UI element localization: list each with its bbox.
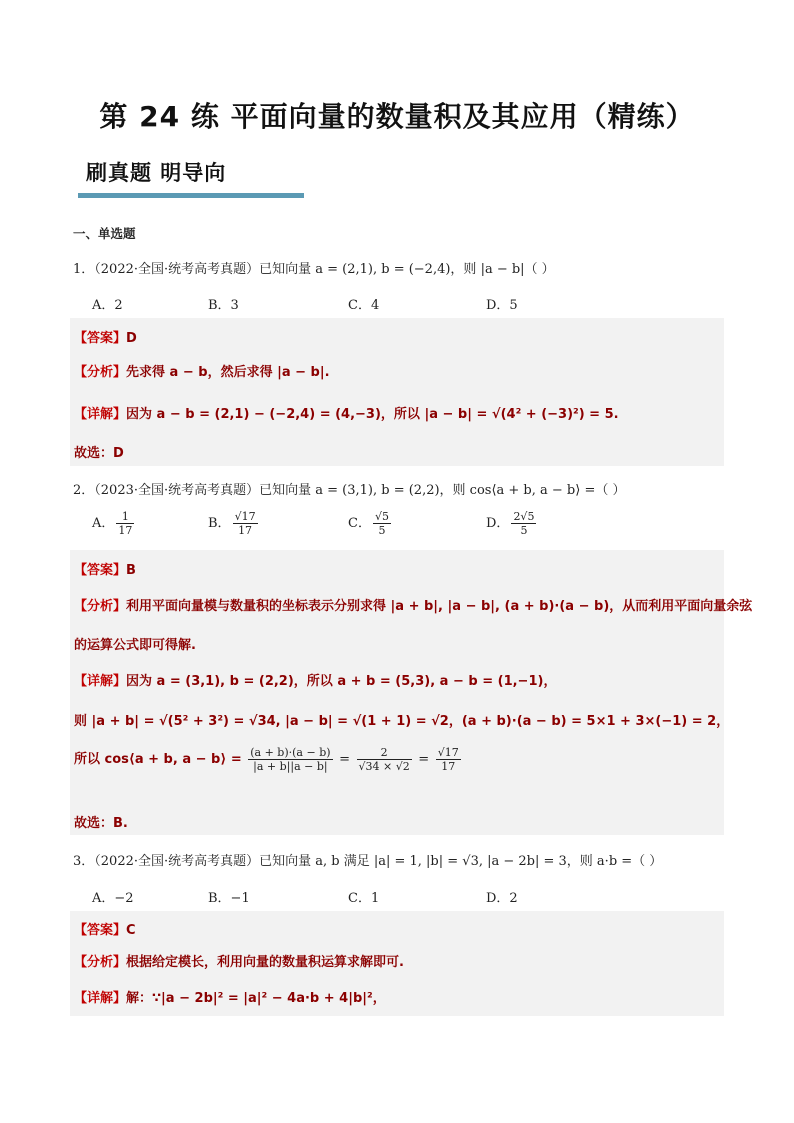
- detail-line: 【详解】解：∵|a − 2b|² = |a|² − 4a·b + 4|b|²，: [74, 991, 386, 1006]
- answer-line: 【答案】D: [74, 331, 137, 346]
- option-b: B．3: [208, 298, 239, 313]
- option-b: B．−1: [208, 891, 250, 906]
- analysis-line-2: 的运算公式即可得解.: [74, 638, 196, 653]
- detail-line: 【详解】因为 a = (3,1), b = (2,2)，所以 a + b = (5,3), a − b = (1,−1)，: [74, 674, 557, 689]
- conclusion-line: 故选：D: [74, 446, 124, 461]
- section-banner: 刷真题 明导向: [86, 161, 227, 185]
- option-d: D． $\frac{2√5}{5}$: [486, 510, 535, 537]
- option-c: C． $\frac{√5}{5}$: [348, 510, 389, 537]
- banner-underline: [78, 193, 304, 198]
- answer-line: 【答案】B: [74, 563, 136, 578]
- section-label: 一、单选题: [73, 226, 136, 241]
- option-a: A． $\frac{1}{17}$: [92, 510, 133, 537]
- detail-line-2: 则 |a + b| = √(5² + 3²) = √34, |a − b| = √(1 + 1) = √2，(a + b)·(a − b) = 5×1 + 3×(−1) = 2，: [74, 714, 730, 729]
- analysis-line: 【分析】利用平面向量模与数量积的坐标表示分别求得 |a + b|, |a − b|, (a + b)·(a − b)，从而利用平面向量余弦: [74, 599, 753, 614]
- option-d: D．5: [486, 298, 518, 313]
- question-1-stem: 1．（2022·全国·统考高考真题）已知向量 a = (2,1), b = (−2,4)，则 |a − b|（ ）: [73, 262, 555, 277]
- analysis-line: 【分析】先求得 a − b，然后求得 |a − b|.: [74, 365, 330, 380]
- question-3-stem: 3．（2022·全国·统考高考真题）已知向量 a, b 满足 |a| = 1, |b| = √3, |a − 2b| = 3，则 a·b =（ ）: [73, 854, 663, 869]
- question-1-solution: [70, 318, 724, 466]
- option-c: C．1: [348, 891, 380, 906]
- option-c: C．4: [348, 298, 380, 313]
- answer-line: 【答案】C: [74, 923, 136, 938]
- question-2-solution: [70, 550, 753, 835]
- question-2-stem: 2．（2023·全国·统考高考真题）已知向量 a = (3,1), b = (2,2)，则 cos⟨a + b, a − b⟩ =（ ）: [73, 483, 626, 498]
- analysis-line: 【分析】根据给定模长，利用向量的数量积运算求解即可.: [74, 955, 404, 970]
- question-3-solution: [70, 911, 724, 1016]
- option-a: A．−2: [92, 891, 134, 906]
- conclusion-line: 故选：B.: [74, 816, 128, 831]
- page-title: 第 24 练 平面向量的数量积及其应用（精练）: [99, 100, 695, 133]
- detail-line-3: 所以 cos⟨a + b, a − b⟩ = $\frac{(a + b)\cdot(a - b)}{|a + b||a - b|}$ = $\frac{2}{√34 \times √2}$ = $\frac{√17}{17}$: [74, 746, 459, 773]
- option-b: B． $\frac{√17}{17}$: [208, 510, 256, 537]
- option-a: A．2: [92, 298, 123, 313]
- detail-line: 【详解】因为 a − b = (2,1) − (−2,4) = (4,−3)，所以 |a − b| = √(4² + (−3)²) = 5.: [74, 407, 619, 422]
- option-d: D．2: [486, 891, 518, 906]
